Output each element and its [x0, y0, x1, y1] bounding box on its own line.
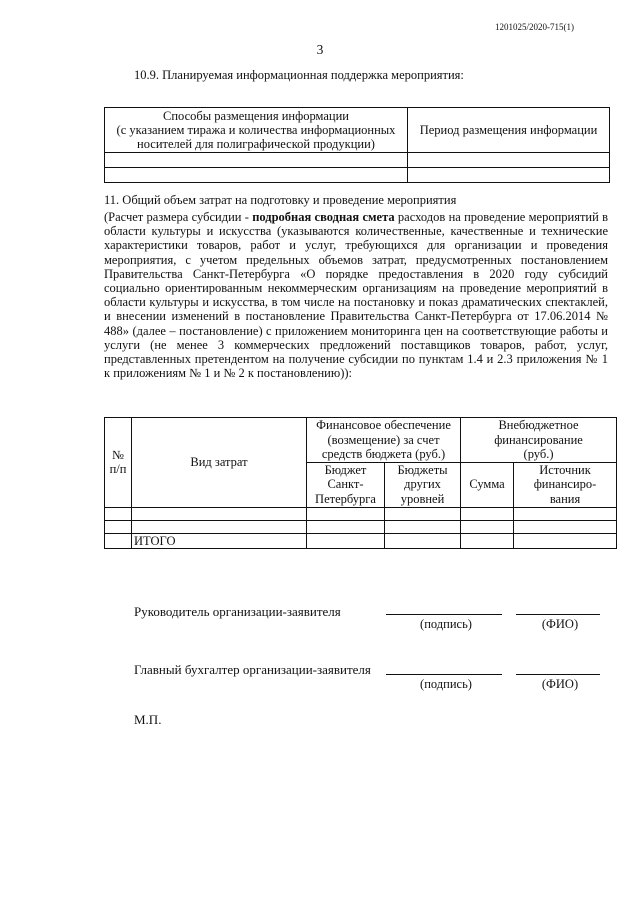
extra-budget-header: Внебюджетное финансирование (руб.) — [461, 418, 617, 463]
bold-phrase: подробная сводная смета — [252, 210, 395, 224]
accountant-name-line — [516, 674, 600, 675]
table-row — [105, 520, 617, 533]
section-11-text: (Расчет размера субсидии - подробная сводная смета расходов на проведение мероприятий в области культуры и искусства (указываются количественные, качественные и технические характеристики товаров, работ и услуг, требующихся для организации и проведения мероприятия, с учетом предельных объемов затрат, предусмотренных постановлением Правительства Санкт-Петербурга «О порядке предоставления в 2020 году субсидий социально ориентированным некоммерческим организациям на проведение мероприятий в области культуры и искусства, в том числе на постановку и показ драматических спектаклей, и внесении изменений в постановление Правительства Санкт-Петербурга от 17.06.2014 № 488» (далее – постановление) с приложением мониторинга цен на соответствующие работы и услуги (не менее 3 коммерческих предложений поставщиков товаров, работ, услуг, представленных претендентом на получение субсидии по пунктам 1.4 и 2.3 приложения № 1 к приложениям № 1 и № 2 к постановлению)): — [104, 210, 608, 381]
head-name-caption: (ФИО) — [541, 617, 579, 631]
total-row — [105, 533, 617, 549]
col-cost-type-header: Вид затрат — [132, 418, 307, 508]
stamp-place: М.П. — [134, 712, 162, 727]
head-signature-label: Руководитель организации-заявителя — [134, 604, 341, 619]
table-row — [105, 153, 610, 168]
table-row — [105, 168, 610, 183]
col-number-header: № п/п — [105, 418, 132, 508]
info-support-table — [104, 107, 610, 183]
other-budgets-header: Бюджеты других уровней — [385, 462, 461, 507]
page-number: 3 — [316, 42, 324, 57]
document-code: 1201025/2020-715(1) — [495, 22, 574, 32]
info-methods-header: Способы размещения информации (с указанием тиража и количества информационных носителей для полиграфической продукции) — [105, 108, 408, 153]
info-period-header: Период размещения информации — [408, 108, 610, 153]
table-row — [105, 507, 617, 520]
accountant-signature-label: Главный бухгалтер организации-заявителя — [134, 662, 371, 677]
spb-budget-header: Бюджет Санкт- Петербурга — [307, 462, 385, 507]
budget-funding-header: Финансовое обеспечение (возмещение) за счет средств бюджета (руб.) — [307, 418, 461, 463]
head-name-line — [516, 614, 600, 615]
section-11-title: 11. Общий объем затрат на подготовку и проведение мероприятия — [104, 193, 457, 207]
source-header: Источник финансиро- вания — [514, 462, 617, 507]
accountant-name-caption: (ФИО) — [541, 677, 579, 691]
accountant-signature-line — [386, 674, 502, 675]
section-10-9-title: 10.9. Планируемая информационная поддержка мероприятия: — [134, 68, 464, 82]
accountant-signature-caption: (подпись) — [420, 677, 472, 691]
head-signature-caption: (подпись) — [420, 617, 472, 631]
costs-table — [104, 417, 617, 549]
sum-header: Сумма — [461, 462, 514, 507]
total-label: ИТОГО — [132, 533, 307, 549]
head-signature-line — [386, 614, 502, 615]
